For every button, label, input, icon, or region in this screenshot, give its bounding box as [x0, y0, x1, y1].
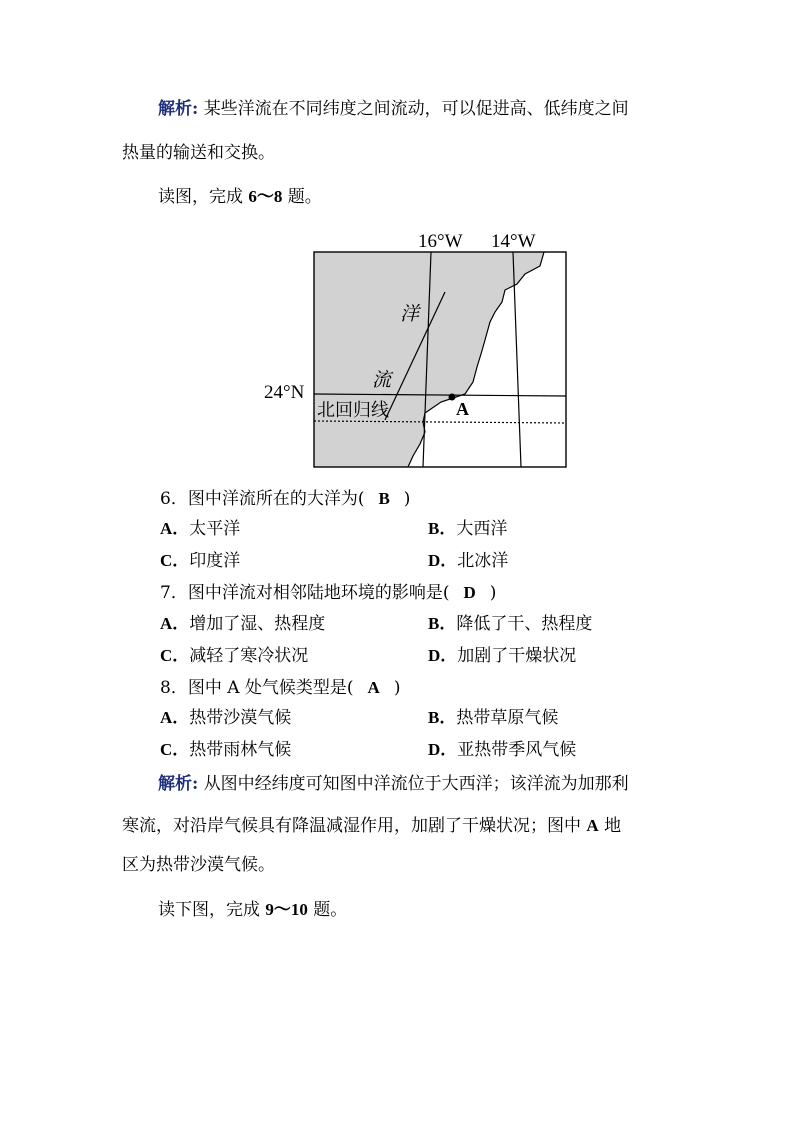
point-a-marker	[449, 394, 456, 401]
question-6-stem: 6．图中洋流所在的大洋为( B )	[160, 489, 411, 509]
latitude-label-24n: 24°N	[264, 382, 305, 403]
question-8-stem: 8．图中 A 处气候类型是( A )	[160, 678, 401, 698]
analysis-label: 解析:	[158, 99, 199, 119]
longitude-label-16w: 16°W	[418, 231, 463, 252]
current-label-char2: 流	[372, 370, 392, 391]
longitude-label-14w: 14°W	[491, 231, 536, 252]
question-7-option-a: A．增加了湿、热程度	[160, 614, 326, 634]
question-6-option-c: C．印度洋	[160, 551, 241, 571]
question-8-option-b: B．热带草原气候	[428, 708, 559, 728]
land-area	[314, 252, 544, 467]
question-6-option-b: B．大西洋	[428, 519, 508, 539]
question-8-option-a: A．热带沙漠气候	[160, 708, 292, 728]
analysis2-line3: 区为热带沙漠气候。	[122, 855, 275, 875]
tropic-label: 北回归线	[317, 400, 389, 420]
question-6-answer: B	[378, 489, 390, 508]
question-7-option-d: D．加剧了干燥状况	[428, 646, 577, 666]
question-8-option-d: D．亚热带季风气候	[428, 740, 577, 760]
analysis-paragraph-1	[158, 101, 629, 118]
analysis2-line1: 从图中经纬度可知图中洋流位于大西洋；该洋流为加那利	[203, 774, 629, 794]
question-intro-1: 读图，完成 6～8 题。	[158, 187, 322, 207]
question-7-option-c: C．减轻了寒冷状况	[160, 646, 309, 666]
question-8-option-c: C．热带雨林气候	[160, 740, 292, 760]
analysis-paragraph-2	[158, 776, 629, 793]
question-7-option-b: B．降低了干、热程度	[428, 614, 593, 634]
question-6-option-a: A．太平洋	[160, 519, 241, 539]
question-intro-2: 读下图，完成 9～10 题。	[158, 900, 348, 920]
analysis2-line2: 寒流，对沿岸气候具有降温减湿作用，加剧了干燥状况；图中 A 地	[122, 816, 622, 836]
analysis-label-2: 解析:	[158, 774, 199, 794]
question-8-answer: A	[367, 678, 380, 697]
analysis-text-line1: 某些洋流在不同纬度之间流动，可以促进高、低纬度之间	[203, 99, 629, 119]
question-6-option-d: D．北冰洋	[428, 551, 509, 571]
question-7-stem: 7．图中洋流对相邻陆地环境的影响是( D )	[160, 583, 497, 603]
question-7-answer: D	[463, 583, 476, 602]
point-a-label: A	[456, 399, 469, 419]
current-label-char1: 洋	[400, 304, 420, 325]
ocean-current-map	[255, 222, 575, 472]
analysis-text-line2: 热量的输送和交换。	[122, 143, 275, 163]
